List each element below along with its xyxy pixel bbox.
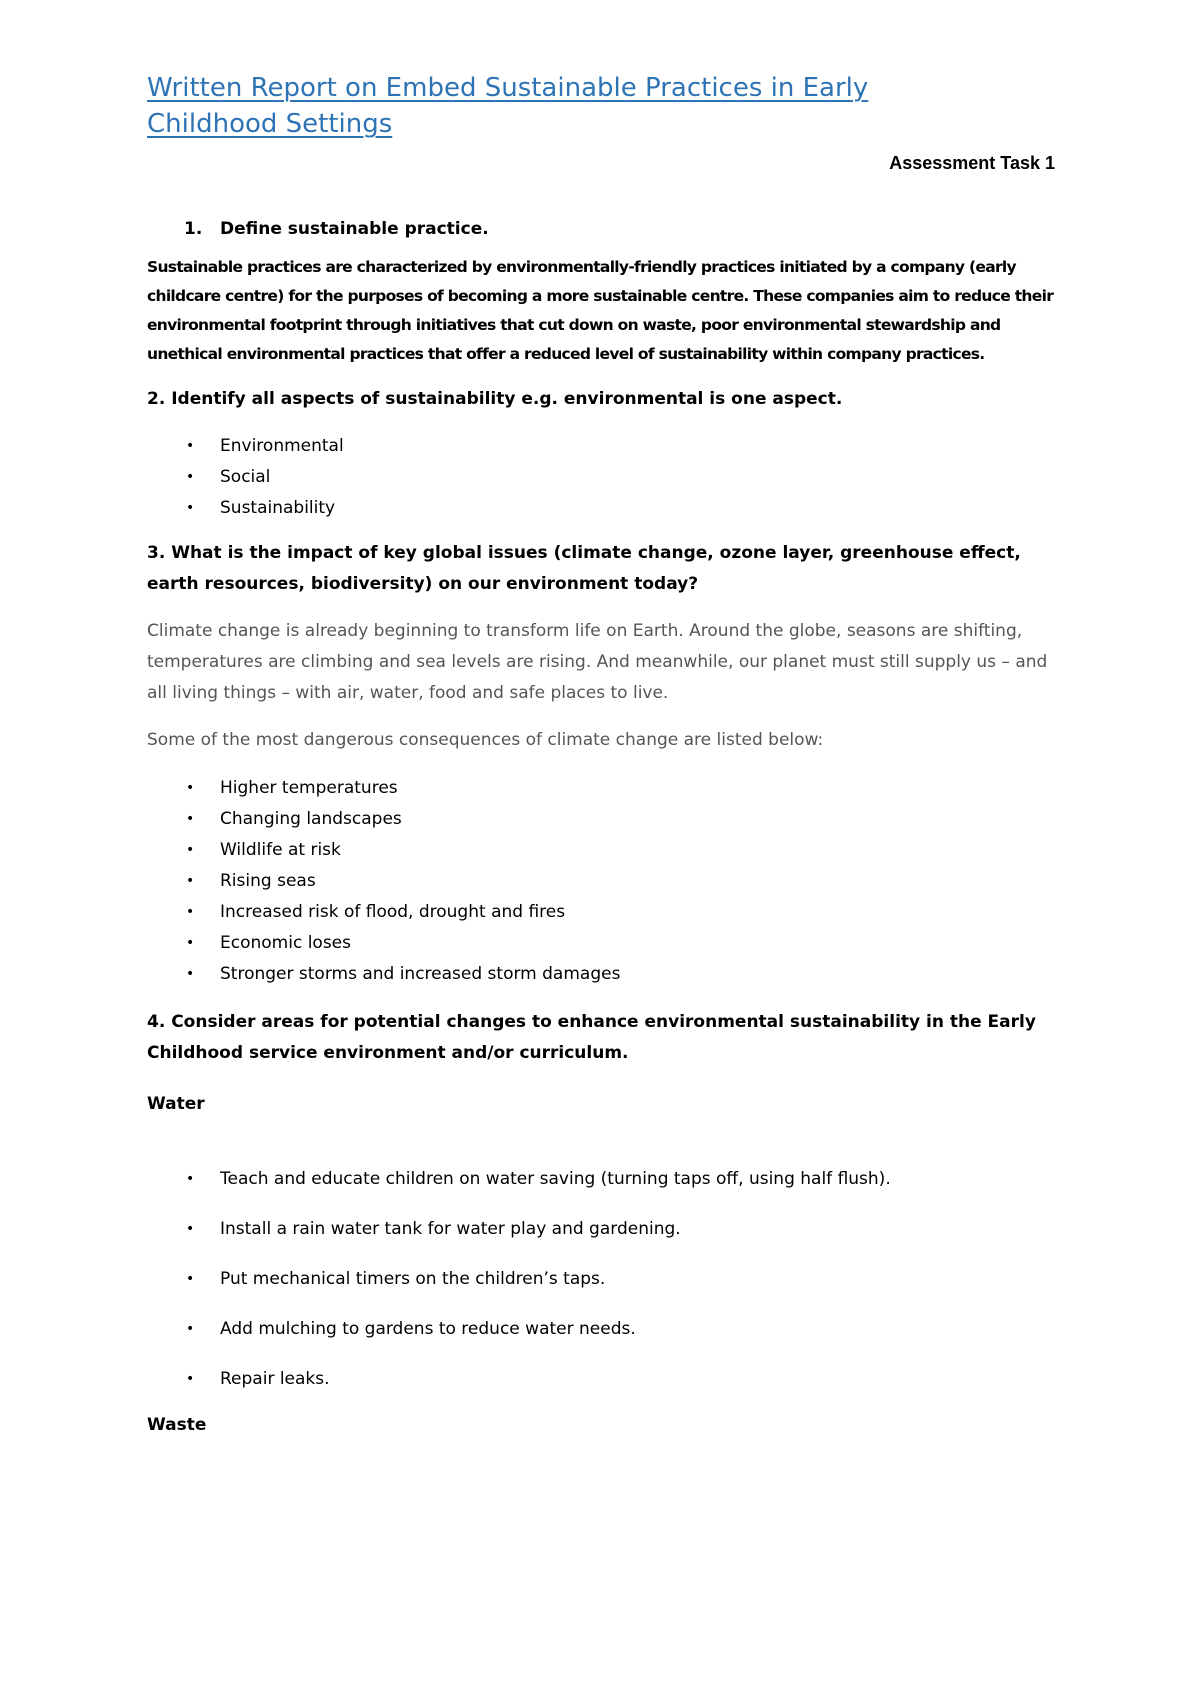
bullet-icon: • [186, 1271, 195, 1287]
list-item: • Add mulching to gardens to reduce water needs. [147, 1314, 1067, 1345]
bullet-icon: • [186, 842, 195, 858]
document-title [147, 70, 1067, 142]
list-item: • Teach and educate children on water saving (turning taps off, using half flush). [147, 1164, 1067, 1195]
bullet-icon: • [186, 811, 195, 827]
question-3: 3. What is the impact of key global issues (climate change, ozone layer, greenhouse effect, earth resources, biodiversity) on our environment today? [147, 543, 1021, 594]
question-1-text: Define sustainable practice. [220, 219, 489, 239]
bullet-icon: • [186, 500, 195, 516]
list-item: • Rising seas [147, 866, 1067, 897]
bullet-icon: • [186, 1171, 195, 1187]
document-page [147, 70, 1067, 1441]
list-item: • Install a rain water tank for water play and gardening. [147, 1214, 1067, 1245]
list-item: • Repair leaks. [147, 1364, 1067, 1395]
list-item: • Wildlife at risk [147, 835, 1067, 866]
consequences-list [147, 773, 1067, 990]
list-item: • Higher temperatures [147, 773, 1067, 804]
bullet-icon: • [186, 1321, 195, 1337]
bullet-icon: • [186, 1371, 195, 1387]
aspects-list [147, 431, 1067, 524]
question-2: 2. Identify all aspects of sustainability e.g. environmental is one aspect. [147, 389, 843, 409]
bullet-icon: • [186, 469, 195, 485]
title-line-1: Written Report on Embed Sustainable Practices in Early [147, 73, 869, 103]
list-item: • Stronger storms and increased storm damages [147, 959, 1067, 990]
question-1 [147, 214, 1067, 245]
bullet-icon: • [186, 966, 195, 982]
list-item: • Environmental [147, 431, 1067, 462]
bullet-icon: • [186, 935, 195, 951]
waste-heading: Waste [147, 1415, 207, 1435]
bullet-icon: • [186, 904, 195, 920]
consequences-intro: Some of the most dangerous consequences of climate change are listed below: [147, 730, 824, 750]
list-item: • Changing landscapes [147, 804, 1067, 835]
water-list [147, 1164, 1067, 1395]
water-heading: Water [147, 1094, 205, 1114]
bullet-icon: • [186, 873, 195, 889]
climate-paragraph: Climate change is already beginning to transform life on Earth. Around the globe, seasons are shifting, temperatures are climbing and sea levels are rising. And meanwhile, our planet must still supply us – and all living things – with air, water, food and safe places to live. [147, 621, 1048, 703]
question-1-number: 1. [184, 219, 203, 239]
list-item: • Increased risk of flood, drought and fires [147, 897, 1067, 928]
answer-1: Sustainable practices are characterized by environmentally-friendly practices initiated by a company (early childcare centre) for the purposes of becoming a more sustainable centre. These companies aim to reduce their environmental footprint through initiatives that cut down on waste, poor environmental stewardship and unethical environmental practices that offer a reduced level of sustainability within company practices. [147, 258, 1054, 363]
bullet-icon: • [186, 780, 195, 796]
list-item: • Put mechanical timers on the children’s taps. [147, 1264, 1067, 1295]
assessment-task-label: Assessment Task 1 [889, 153, 1055, 173]
list-item: • Sustainability [147, 493, 1067, 524]
bullet-icon: • [186, 438, 195, 454]
list-item: • Social [147, 462, 1067, 493]
list-item: • Economic loses [147, 928, 1067, 959]
bullet-icon: • [186, 1221, 195, 1237]
title-line-2: Childhood Settings [147, 109, 393, 139]
question-4: 4. Consider areas for potential changes to enhance environmental sustainability in the Early Childhood service environment and/or curriculum. [147, 1012, 1036, 1063]
